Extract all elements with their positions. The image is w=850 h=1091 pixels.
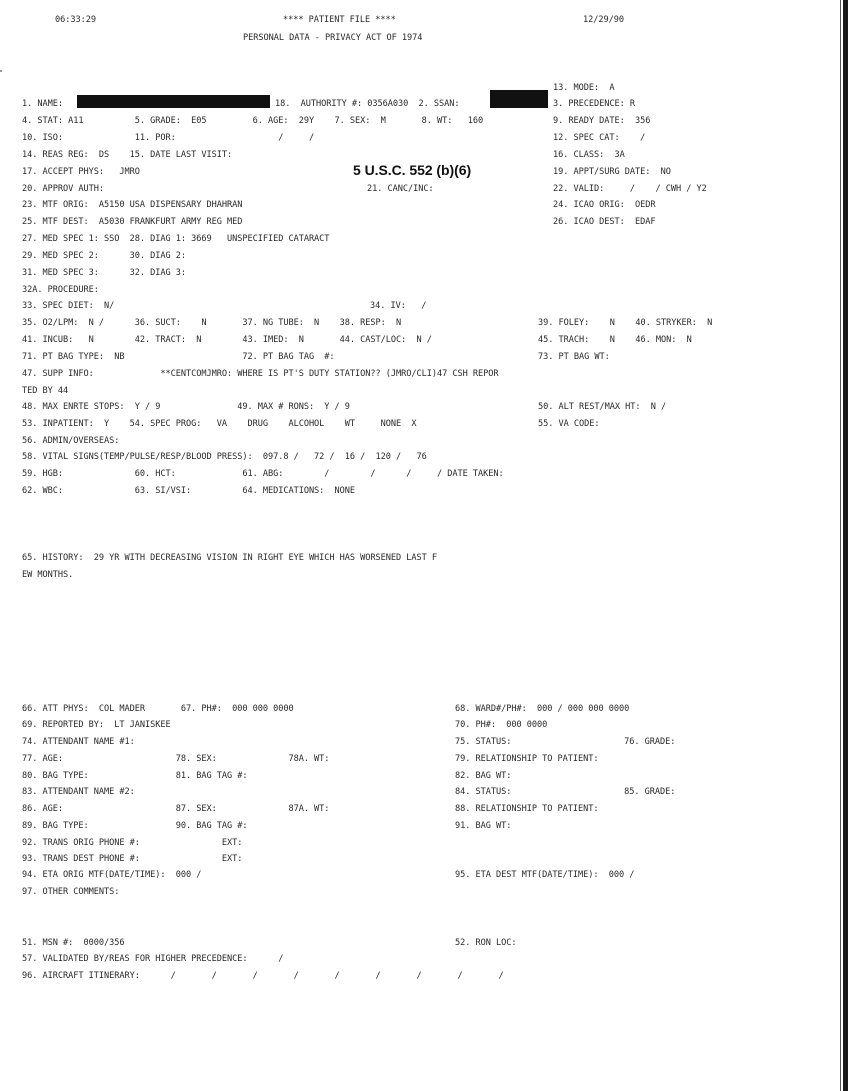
row-reas-reg-last-visit: 14. REAS REG: DS 15. DATE LAST VISIT: — [22, 150, 233, 160]
field-accept-phys: 17. ACCEPT PHYS: JMRO — [22, 167, 140, 177]
field-precedence: 3. PRECEDENCE: R — [553, 99, 635, 109]
field-history-cont: EW MONTHS. — [22, 570, 74, 580]
field-reported-by: 69. REPORTED BY: LT JANISKEE — [22, 720, 171, 730]
row-bag-2: 89. BAG TYPE: 90. BAG TAG #: — [22, 821, 248, 831]
row-vital-signs: 58. VITAL SIGNS(TEMP/PULSE/RESP/BLOOD PRESS): 097.8 / 72 / 16 / 120 / 76 — [22, 452, 427, 462]
field-approv-auth: 20. APPROV AUTH: — [22, 184, 104, 194]
row-bag-1: 80. BAG TYPE: 81. BAG TAG #: — [22, 771, 248, 781]
row-med-spec-3: 31. MED SPEC 3: 32. DIAG 3: — [22, 268, 186, 278]
field-canc-inc: 21. CANC/INC: — [367, 184, 434, 194]
row-age-sex-wt-2: 86. AGE: 87. SEX: 87A. WT: — [22, 804, 330, 814]
row-stat-grade-age-sex-wt: 4. STAT: A11 5. GRADE: E05 6. AGE: 29Y 7. SEX: M 8. WT: 160 — [22, 116, 484, 126]
row-inpatient-spec-prog: 53. INPATIENT: Y 54. SPEC PROG: VA DRUG ALCOHOL WT NONE X — [22, 419, 417, 429]
print-time: 06:33:29 — [55, 15, 96, 25]
row-status-grade-1: 75. STATUS: 76. GRADE: — [455, 737, 676, 747]
redaction-ssan — [490, 90, 548, 108]
row-pt-bag: 71. PT BAG TYPE: NB 72. PT BAG TAG #: — [22, 352, 335, 362]
document-title: **** PATIENT FILE **** — [283, 15, 396, 25]
row-foley-stryker: 39. FOLEY: N 40. STRYKER: N — [538, 318, 713, 328]
row-status-grade-2: 84. STATUS: 85. GRADE: — [455, 787, 676, 797]
row-hgb-hct-abg: 59. HGB: 60. HCT: 61. ABG: / / / / DATE TAKEN: — [22, 469, 504, 479]
row-att-phys: 66. ATT PHYS: COL MADER 67. PH#: 000 000 0000 — [22, 704, 294, 714]
field-valid: 22. VALID: / / CWH / Y2 — [553, 184, 707, 194]
field-relationship-1: 79. RELATIONSHIP TO PATIENT: — [455, 754, 599, 764]
field-mtf-orig: 23. MTF ORIG: A5150 USA DISPENSARY DHAHRAN — [22, 200, 243, 210]
row-trach-mon: 45. TRACH: N 46. MON: N — [538, 335, 692, 345]
field-supp-info: 47. SUPP INFO: **CENTCOMJMRO: WHERE IS PT'S DUTY STATION?? (JMRO/CLI)47 CSH REPOR — [22, 369, 499, 379]
field-spec-cat: 12. SPEC CAT: / — [553, 133, 646, 143]
field-relationship-2: 88. RELATIONSHIP TO PATIENT: — [455, 804, 599, 814]
field-authority-ssan: 18. AUTHORITY #: 0356A030 2. SSAN: — [275, 99, 460, 109]
field-alt-rest: 50. ALT REST/MAX HT: N / — [538, 402, 667, 412]
row-iso-por: 10. ISO: 11. POR: / / — [22, 133, 315, 143]
field-attendant-name-2: 83. ATTENDANT NAME #2: — [22, 787, 135, 797]
row-med-spec-1: 27. MED SPEC 1: SSO 28. DIAG 1: 3669 UNSPECIFIED CATARACT — [22, 234, 330, 244]
field-icao-orig: 24. ICAO ORIG: OEDR — [553, 200, 656, 210]
print-date: 12/29/90 — [583, 15, 624, 25]
field-appt-surg-date: 19. APPT/SURG DATE: NO — [553, 167, 671, 177]
field-ward-ph: 68. WARD#/PH#: 000 / 000 000 0000 — [455, 704, 630, 714]
field-admin-overseas: 56. ADMIN/OVERSEAS: — [22, 436, 120, 446]
field-va-code: 55. VA CODE: — [538, 419, 600, 429]
row-age-sex-wt-1: 77. AGE: 78. SEX: 78A. WT: — [22, 754, 330, 764]
row-o2-suct-ng-resp: 35. O2/LPM: N / 36. SUCT: N 37. NG TUBE: N 38. RESP: N — [22, 318, 402, 328]
field-name-label: 1. NAME: — [22, 99, 63, 109]
field-msn: 51. MSN #: 0000/356 — [22, 938, 125, 948]
row-aircraft-itinerary: 96. AIRCRAFT ITINERARY: / / / / / / / / / — [22, 971, 504, 981]
field-pt-bag-wt: 73. PT BAG WT: — [538, 352, 610, 362]
field-supp-info-cont: TED BY 44 — [22, 386, 69, 396]
privacy-subtitle: PERSONAL DATA - PRIVACY ACT OF 1974 — [243, 33, 423, 43]
page-right-edge-line — [840, 0, 841, 1091]
field-ron-loc: 52. RON LOC: — [455, 938, 517, 948]
row-validated-by: 57. VALIDATED BY/REAS FOR HIGHER PRECEDENCE: / — [22, 954, 284, 964]
field-ph: 70. PH#: 000 0000 — [455, 720, 548, 730]
field-iv: 34. IV: / — [370, 301, 427, 311]
scan-mark — [0, 70, 2, 72]
field-bag-wt-1: 82. BAG WT: — [455, 771, 512, 781]
field-other-comments: 97. OTHER COMMENTS: — [22, 887, 120, 897]
field-eta-orig: 94. ETA ORIG MTF(DATE/TIME): 000 / — [22, 870, 202, 880]
field-history: 65. HISTORY: 29 YR WITH DECREASING VISION IN RIGHT EYE WHICH HAS WORSENED LAST F — [22, 553, 438, 563]
row-trans-dest-phone: 93. TRANS DEST PHONE #: EXT: — [22, 854, 243, 864]
row-trans-orig-phone: 92. TRANS ORIG PHONE #: EXT: — [22, 838, 243, 848]
row-incub-tract-imed-cast: 41. INCUB: N 42. TRACT: N 43. IMED: N 44. CAST/LOC: N / — [22, 335, 432, 345]
row-med-spec-2: 29. MED SPEC 2: 30. DIAG 2: — [22, 251, 186, 261]
field-class: 16. CLASS: 3A — [553, 150, 625, 160]
field-mode: 13. MODE: A — [553, 83, 615, 93]
field-eta-dest: 95. ETA DEST MTF(DATE/TIME): 000 / — [455, 870, 635, 880]
field-mtf-dest: 25. MTF DEST: A5030 FRANKFURT ARMY REG MED — [22, 217, 243, 227]
field-attendant-name-1: 74. ATTENDANT NAME #1: — [22, 737, 135, 747]
redaction-name — [77, 95, 270, 108]
field-procedure: 32A. PROCEDURE: — [22, 285, 99, 295]
exemption-stamp: 5 U.S.C. 552 (b)(6) — [353, 162, 472, 178]
page-right-edge — [843, 0, 848, 1091]
field-bag-wt-2: 91. BAG WT: — [455, 821, 512, 831]
field-icao-dest: 26. ICAO DEST: EDAF — [553, 217, 656, 227]
field-ready-date: 9. READY DATE: 356 — [553, 116, 651, 126]
row-enrte-stops-rons: 48. MAX ENRTE STOPS: Y / 9 49. MAX # RONS: Y / 9 — [22, 402, 350, 412]
field-spec-diet: 33. SPEC DIET: N/ — [22, 301, 115, 311]
row-wbc-medications: 62. WBC: 63. SI/VSI: 64. MEDICATIONS: NONE — [22, 486, 356, 496]
